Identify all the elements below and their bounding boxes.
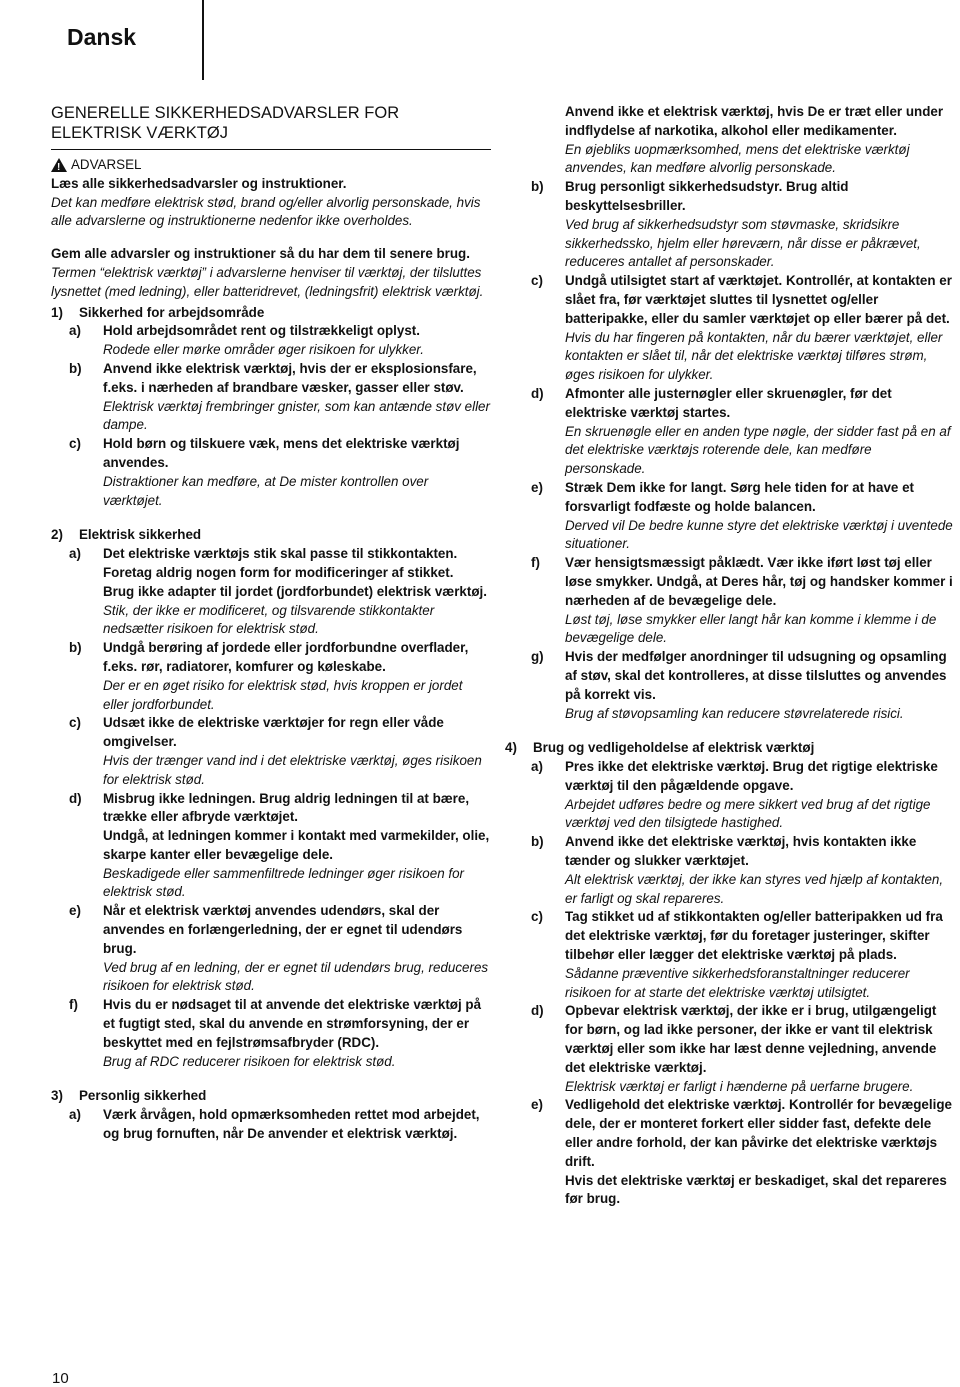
item-italic: Rodede eller mørke områder øger risikoen for ulykker. bbox=[103, 342, 424, 358]
list-item bbox=[513, 648, 955, 723]
item-bold: Værk årvågen, hold opmærksomheden rettet mod arbejdet, og brug fornuften, når De anvender et elektrisk værktøj. bbox=[103, 1107, 480, 1142]
item-letter: a) bbox=[531, 759, 543, 775]
section-4-heading bbox=[505, 739, 955, 758]
item-bold: Vedligehold det elektriske værktøj. Kontrollér for bevægelige dele, der er monteret forkert eller sidder fast, defekte dele eller andre forhold, der kan påvirke det elektriske værktøjs drift. bbox=[565, 1097, 952, 1169]
item-italic: Der er en øget risiko for elektrisk stød, hvis kroppen er jordet eller jordforbundet. bbox=[103, 677, 463, 712]
list-item bbox=[51, 435, 491, 510]
list-item bbox=[513, 178, 955, 272]
list-item bbox=[513, 272, 955, 385]
item-bold: Opbevar elektrisk værktøj, der ikke er i brug, utilgængeligt for børn, og lad ikke personer, der ikke er vant til elektrisk værktøj eller som ikke har læst denne vejledning, anvende det elektriske værktøj. bbox=[565, 1003, 937, 1075]
section-number: 1) bbox=[51, 304, 63, 320]
section-heading: Elektrisk sikkerhed bbox=[79, 527, 202, 543]
item-italic: Distraktioner kan medføre, at De mister kontrollen over værktøjet. bbox=[103, 473, 429, 508]
item-bold: Anvend ikke elektrisk værktøj, hvis der er eksplosionsfare, f.eks. i nærheden af brandbare væsker, gasser eller støv. bbox=[103, 360, 477, 395]
list-item bbox=[513, 758, 955, 833]
list-item bbox=[513, 479, 955, 554]
intro-italic: Det kan medføre elektrisk stød, brand og/eller alvorlig personskade, hvis alle advarslerne og instruktionerne nedenfor ikke overholdes. bbox=[51, 194, 481, 229]
section-number: 4) bbox=[505, 740, 517, 756]
item-bold: Undgå, at ledningen kommer i kontakt med varmekilder, olie, skarpe kanter eller bevægelige dele. bbox=[103, 828, 490, 862]
list-item bbox=[51, 902, 491, 996]
item-bold: Udsæt ikke de elektriske værktøjer for regn eller våde omgivelser. bbox=[103, 715, 444, 750]
item-italic: Stik, der ikke er modificeret, og tilsvarende stikkontakter nedsætter risikoen for elektrisk stød. bbox=[103, 602, 435, 637]
item-bold: Det elektriske værktøjs stik skal passe til stikkontakten. bbox=[103, 546, 458, 562]
list-item bbox=[51, 322, 491, 360]
item-letter: e) bbox=[69, 903, 81, 919]
list-item bbox=[51, 639, 491, 714]
item-italic: Hvis du har fingeren på kontakten, når du bærer værktøjet, eller kontakten er slået til, når det elektriske værktøj tilføres strøm, øges risikoen for ulykker. bbox=[565, 329, 943, 383]
item-italic: Hvis der trænger vand ind i det elektriske værktøj, øges risikoen for elektrisk stød. bbox=[103, 752, 482, 787]
item-italic: Ved brug af sikkerhedsudstyr som støvmaske, skridsikre sikkerhedssko, hjelm eller høreværn, når disse er påkrævet, reduceres antallet af personskader. bbox=[565, 216, 921, 270]
section-heading: Sikkerhed for arbejdsområde bbox=[79, 304, 265, 320]
list-item bbox=[513, 833, 955, 908]
list-item bbox=[51, 996, 491, 1071]
item-bold: Brug personligt sikkerhedsudstyr. Brug altid beskyttelsesbriller. bbox=[565, 179, 849, 213]
section-heading: Brug og vedligeholdelse af elektrisk værktøj bbox=[533, 740, 815, 756]
list-item bbox=[513, 385, 955, 479]
section-number: 2) bbox=[51, 527, 63, 543]
item-italic: Arbejdet udføres bedre og mere sikkert ved brug af det rigtige værktøj ved den tilsigtede hastighed. bbox=[565, 796, 931, 831]
list-item bbox=[513, 908, 955, 1002]
list-item bbox=[513, 1002, 955, 1096]
item-bold: Brug ikke adapter til jordet (jordforbundet) elektrisk værktøj. bbox=[103, 583, 487, 599]
warning-icon bbox=[51, 158, 67, 172]
item-letter: b) bbox=[69, 360, 82, 376]
item-letter: d) bbox=[531, 385, 544, 401]
term-definition: Termen “elektrisk værktøj” i advarslerne henviser til værktøj, der tilsluttes lysnettet (med ledning), eller batteridrevet, (ledningsfrit) elektrisk værktøj. bbox=[51, 264, 484, 299]
item-bold: Undgå utilsigtet start af værktøjet. Kontrollér, at kontakten er slået fra, før værktøjet sluttes til lysnettet og/eller batteripakke, eller du samler værktøjet op eller bærer på det. bbox=[565, 273, 952, 326]
item-letter: g) bbox=[531, 649, 544, 665]
language-label: Dansk bbox=[67, 24, 137, 50]
item-bold: Undgå berøring af jordede eller jordforbundne overflader, f.eks. rør, radiatorer, komfurer og køleskabe. bbox=[103, 640, 469, 674]
item-italic: Derved vil De bedre kunne styre det elektriske værktøj i uventede situationer. bbox=[565, 517, 953, 552]
item-italic: En øjebliks uopmærksomhed, mens det elektriske værktøj anvendes, kan medføre alvorlig personskade. bbox=[565, 141, 910, 176]
item-letter: a) bbox=[69, 546, 81, 562]
item-italic: Ved brug af en ledning, der er egnet til udendørs brug, reduceres risikoen for elektrisk stød. bbox=[103, 959, 489, 994]
item-italic: Sådanne præventive sikkerhedsforanstaltninger reducerer risikoen for at starte det elektriske værktøj utilsigtet. bbox=[565, 965, 910, 1000]
left-column bbox=[51, 103, 491, 1144]
section-1-heading bbox=[51, 304, 491, 323]
item-bold: Når et elektrisk værktøj anvendes udendørs, skal der anvendes en forlængerledning, der er egnet til udendørs brug. bbox=[103, 903, 463, 956]
item-letter: b) bbox=[531, 834, 544, 850]
item-bold: Anvend ikke et elektrisk værktøj, hvis De er træt eller under indflydelse af narkotika, alkohol eller medikamenter. bbox=[565, 104, 944, 138]
item-bold: Hvis du er nødsaget til at anvende det elektriske værktøj på et fugtigt sted, skal du anvende en strømforsyning, der er beskyttet med en fejlstrømsafbryder (RDC). bbox=[103, 997, 482, 1050]
item-bold: Misbrug ikke ledningen. Brug aldrig ledningen til at bære, trække eller afbryde værktøjet. bbox=[103, 790, 470, 825]
item-bold: Hold arbejdsområdet rent og tilstrækkeligt oplyst. bbox=[103, 323, 420, 339]
item-letter: b) bbox=[69, 640, 82, 656]
item-letter: c) bbox=[69, 436, 81, 452]
intro-bold: Læs alle sikkerhedsadvarsler og instruktioner. bbox=[51, 175, 347, 191]
item-bold: Tag stikket ud af stikkontakten og/eller batteripakken ud fra det elektriske værktøj, før du foretager justeringer, skifter tilbehør eller lægger det elektriske værktøj på plads. bbox=[565, 909, 943, 963]
list-item bbox=[51, 790, 491, 903]
item-letter: d) bbox=[69, 790, 82, 806]
item-bold: Hvis der medfølger anordninger til udsugning og opsamling af støv, skal det kontrolleres, at disse tilsluttes og anvendes på korrekt vis. bbox=[565, 649, 947, 702]
item-letter: a) bbox=[69, 1107, 81, 1123]
item-letter: f) bbox=[531, 555, 540, 571]
warning-block bbox=[51, 156, 491, 231]
language-tab bbox=[0, 0, 204, 80]
item-bold: Afmonter alle justernøgler eller skruenøgler, før det elektriske værktøj startes. bbox=[565, 385, 892, 420]
section-title: GENERELLE SIKKERHEDSADVARSLER FOR ELEKTRISK VÆRKTØJ bbox=[51, 103, 491, 150]
item-letter: b) bbox=[531, 179, 544, 195]
item-italic: Elektrisk værktøj frembringer gnister, som kan antænde støv eller dampe. bbox=[103, 398, 490, 433]
item-letter: e) bbox=[531, 1097, 543, 1113]
item-letter: e) bbox=[531, 479, 543, 495]
item-letter: c) bbox=[531, 909, 543, 925]
section-3-heading bbox=[51, 1087, 491, 1106]
list-item bbox=[513, 1096, 955, 1209]
item-italic: Alt elektrisk værktøj, der ikke kan styres ved hjælp af kontakten, er farligt og skal repareres. bbox=[565, 871, 944, 906]
item-letter: c) bbox=[69, 715, 81, 731]
item-italic: Løst tøj, løse smykker eller langt hår kan komme i klemme i de bevægelige dele. bbox=[565, 611, 937, 646]
section-2-heading bbox=[51, 526, 491, 545]
page-number: 10 bbox=[52, 1370, 69, 1387]
item-italic: Elektrisk værktøj er farligt i hænderne på uerfarne brugere. bbox=[565, 1078, 914, 1094]
item-bold: Hold børn og tilskuere væk, mens det elektriske værktøj anvendes. bbox=[103, 436, 460, 470]
item-bold: Anvend ikke det elektriske værktøj, hvis kontakten ikke tænder og slukker værktøjet. bbox=[565, 834, 917, 869]
warning-label: ADVARSEL bbox=[71, 157, 142, 172]
list-item bbox=[513, 554, 955, 648]
list-item bbox=[51, 714, 491, 789]
item-letter: a) bbox=[69, 323, 81, 339]
item-letter: f) bbox=[69, 997, 78, 1013]
right-column bbox=[505, 103, 955, 1209]
item-bold: Hvis det elektriske værktøj er beskadiget, skal det repareres før brug. bbox=[565, 1172, 947, 1207]
item-bold: Vær hensigtsmæssigt påklædt. Vær ikke iført løst tøj eller løse smykker. Undgå, at Deres hår, tøj og handsker kommer i nærheden af de bevægelige dele. bbox=[565, 555, 953, 608]
section-number: 3) bbox=[51, 1088, 63, 1104]
section-heading: Personlig sikkerhed bbox=[79, 1088, 207, 1104]
list-item bbox=[51, 545, 491, 639]
list-item-continued bbox=[513, 103, 955, 178]
item-italic: En skruenøgle eller en anden type nøgle, der sidder fast på en af det elektriske værktøjs roterende dele, kan medføre personskade. bbox=[565, 423, 951, 477]
item-italic: Beskadigede eller sammenfiltrede ledninger øger risikoen for elektrisk stød. bbox=[103, 865, 464, 900]
item-italic: Brug af RDC reducerer risikoen for elektrisk stød. bbox=[103, 1053, 396, 1069]
item-italic: Brug af støvopsamling kan reducere støvrelaterede risici. bbox=[565, 705, 904, 721]
item-bold: Foretag aldrig nogen form for modificeringer af stikket. bbox=[103, 564, 454, 580]
list-item bbox=[51, 360, 491, 435]
list-item bbox=[51, 1106, 491, 1144]
item-letter: d) bbox=[531, 1003, 544, 1019]
item-letter: c) bbox=[531, 273, 543, 289]
keep-instructions: Gem alle advarsler og instruktioner så du har dem til senere brug. bbox=[51, 246, 470, 262]
item-bold: Pres ikke det elektriske værktøj. Brug det rigtige elektriske værktøj til den pågældende opgave. bbox=[565, 759, 938, 793]
item-bold: Stræk Dem ikke for langt. Sørg hele tiden for at have et forsvarligt fodfæste og holde balancen. bbox=[565, 479, 914, 514]
